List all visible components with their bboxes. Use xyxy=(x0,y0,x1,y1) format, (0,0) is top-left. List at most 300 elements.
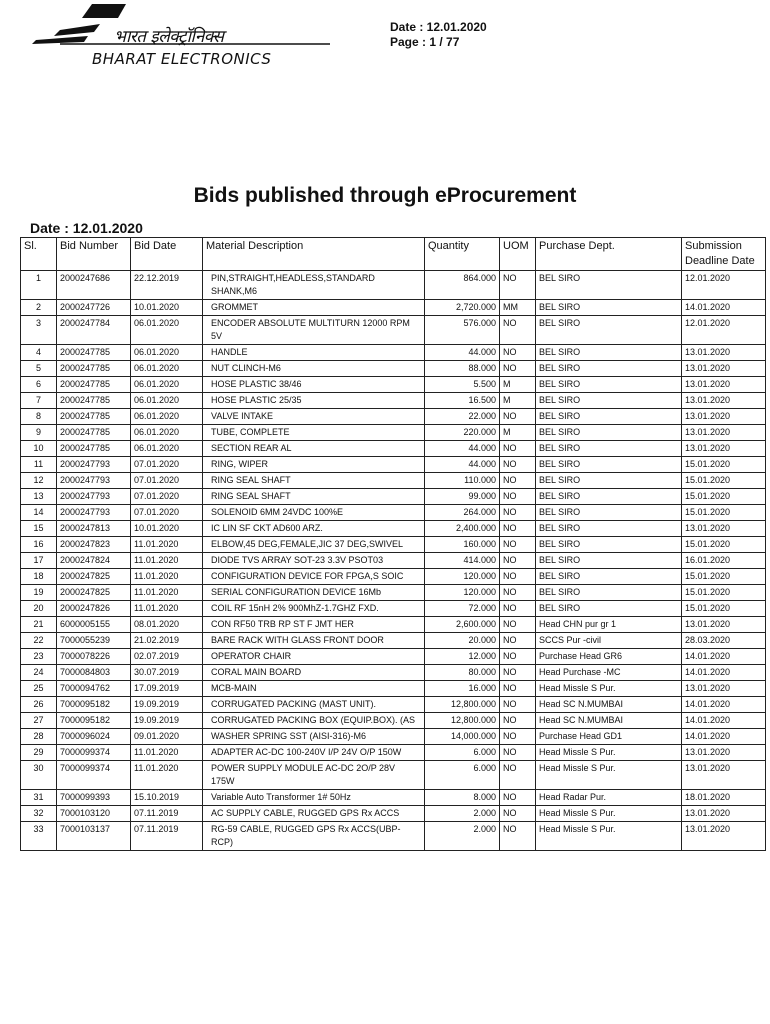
row-quantity: 44.000 xyxy=(425,345,500,361)
row-uom: NO xyxy=(500,822,536,851)
row-sl: 3 xyxy=(21,316,57,345)
row-deadline: 13.01.2020 xyxy=(682,377,766,393)
row-purchase-dept: Head Purchase -MC xyxy=(536,665,682,681)
row-deadline: 14.01.2020 xyxy=(682,665,766,681)
row-deadline: 12.01.2020 xyxy=(682,271,766,300)
row-quantity: 2.000 xyxy=(425,806,500,822)
row-uom: NO xyxy=(500,473,536,489)
row-uom: NO xyxy=(500,569,536,585)
row-uom: NO xyxy=(500,361,536,377)
row-material: CORAL MAIN BOARD xyxy=(203,665,425,681)
row-purchase-dept: BEL SIRO xyxy=(536,393,682,409)
row-sl: 27 xyxy=(21,713,57,729)
row-quantity: 576.000 xyxy=(425,316,500,345)
row-purchase-dept: Purchase Head GR6 xyxy=(536,649,682,665)
row-quantity: 2,720.000 xyxy=(425,300,500,316)
row-deadline: 13.01.2020 xyxy=(682,345,766,361)
row-deadline: 12.01.2020 xyxy=(682,316,766,345)
row-uom: MM xyxy=(500,300,536,316)
row-uom: NO xyxy=(500,790,536,806)
row-purchase-dept: Head Missle S Pur. xyxy=(536,822,682,851)
row-sl: 24 xyxy=(21,665,57,681)
row-deadline: 15.01.2020 xyxy=(682,537,766,553)
row-bid-number: 2000247793 xyxy=(57,505,131,521)
row-deadline: 13.01.2020 xyxy=(682,806,766,822)
row-uom: M xyxy=(500,425,536,441)
row-material: RING SEAL SHAFT xyxy=(203,473,425,489)
logo-english-text: BHARAT ELECTRONICS xyxy=(92,50,272,68)
row-deadline: 18.01.2020 xyxy=(682,790,766,806)
row-material: GROMMET xyxy=(203,300,425,316)
table-row xyxy=(21,393,766,409)
row-deadline: 15.01.2020 xyxy=(682,473,766,489)
row-material: SECTION REAR AL xyxy=(203,441,425,457)
col-header-bid-date: Bid Date xyxy=(131,238,203,271)
row-bid-number: 7000099374 xyxy=(57,761,131,790)
row-quantity: 864.000 xyxy=(425,271,500,300)
table-row xyxy=(21,409,766,425)
row-deadline: 13.01.2020 xyxy=(682,521,766,537)
row-quantity: 44.000 xyxy=(425,441,500,457)
logo-hindi-text: भारत इलेक्ट्रॉनिक्स xyxy=(114,27,224,47)
row-purchase-dept: Head SC N.MUMBAI xyxy=(536,697,682,713)
col-header-bid-number: Bid Number xyxy=(57,238,131,271)
row-material: ADAPTER AC-DC 100-240V I/P 24V O/P 150W xyxy=(203,745,425,761)
row-quantity: 6.000 xyxy=(425,745,500,761)
row-bid-number: 2000247793 xyxy=(57,457,131,473)
row-deadline: 15.01.2020 xyxy=(682,569,766,585)
table-row xyxy=(21,521,766,537)
header-page: Page : 1 / 77 xyxy=(390,35,460,49)
row-quantity: 2,400.000 xyxy=(425,521,500,537)
row-sl: 25 xyxy=(21,681,57,697)
row-quantity: 99.000 xyxy=(425,489,500,505)
row-purchase-dept: BEL SIRO xyxy=(536,271,682,300)
row-deadline: 15.01.2020 xyxy=(682,457,766,473)
col-header-uom: UOM xyxy=(500,238,536,271)
col-header-deadline: Submission Deadline Date xyxy=(682,238,766,271)
row-material: IC LIN SF CKT AD600 ARZ. xyxy=(203,521,425,537)
row-bid-date: 15.10.2019 xyxy=(131,790,203,806)
row-deadline: 13.01.2020 xyxy=(682,393,766,409)
row-quantity: 22.000 xyxy=(425,409,500,425)
row-bid-number: 6000005155 xyxy=(57,617,131,633)
row-purchase-dept: Head SC N.MUMBAI xyxy=(536,713,682,729)
row-deadline: 14.01.2020 xyxy=(682,300,766,316)
header-date: Date : 12.01.2020 xyxy=(390,20,487,34)
row-uom: NO xyxy=(500,697,536,713)
row-uom: NO xyxy=(500,729,536,745)
row-material: RG-59 CABLE, RUGGED GPS Rx ACCS(UBP-RCP) xyxy=(203,822,425,851)
row-material: ELBOW,45 DEG,FEMALE,JIC 37 DEG,SWIVEL xyxy=(203,537,425,553)
row-bid-date: 22.12.2019 xyxy=(131,271,203,300)
row-bid-number: 7000099374 xyxy=(57,745,131,761)
row-material: HANDLE xyxy=(203,345,425,361)
row-bid-date: 06.01.2020 xyxy=(131,316,203,345)
row-sl: 15 xyxy=(21,521,57,537)
row-purchase-dept: BEL SIRO xyxy=(536,489,682,505)
row-sl: 32 xyxy=(21,806,57,822)
row-sl: 26 xyxy=(21,697,57,713)
row-purchase-dept: BEL SIRO xyxy=(536,601,682,617)
row-sl: 23 xyxy=(21,649,57,665)
row-bid-date: 19.09.2019 xyxy=(131,697,203,713)
row-sl: 21 xyxy=(21,617,57,633)
row-quantity: 414.000 xyxy=(425,553,500,569)
row-purchase-dept: Head Radar Pur. xyxy=(536,790,682,806)
row-bid-date: 06.01.2020 xyxy=(131,393,203,409)
table-row xyxy=(21,761,766,790)
row-bid-date: 07.01.2020 xyxy=(131,457,203,473)
row-uom: M xyxy=(500,377,536,393)
table-header-row xyxy=(21,238,766,271)
row-uom: NO xyxy=(500,585,536,601)
row-uom: NO xyxy=(500,271,536,300)
row-bid-date: 21.02.2019 xyxy=(131,633,203,649)
row-purchase-dept: BEL SIRO xyxy=(536,521,682,537)
row-quantity: 120.000 xyxy=(425,585,500,601)
row-bid-number: 2000247784 xyxy=(57,316,131,345)
table-row xyxy=(21,505,766,521)
row-bid-date: 06.01.2020 xyxy=(131,425,203,441)
row-quantity: 264.000 xyxy=(425,505,500,521)
row-bid-number: 7000103120 xyxy=(57,806,131,822)
col-header-sl: Sl. xyxy=(21,238,57,271)
row-uom: NO xyxy=(500,505,536,521)
row-bid-number: 2000247785 xyxy=(57,441,131,457)
page-meta xyxy=(390,20,487,50)
row-quantity: 44.000 xyxy=(425,457,500,473)
table-row xyxy=(21,822,766,851)
row-sl: 5 xyxy=(21,361,57,377)
row-deadline: 14.01.2020 xyxy=(682,729,766,745)
row-purchase-dept: Head Missle S Pur. xyxy=(536,681,682,697)
table-row xyxy=(21,441,766,457)
row-sl: 9 xyxy=(21,425,57,441)
row-sl: 31 xyxy=(21,790,57,806)
row-uom: NO xyxy=(500,745,536,761)
row-sl: 29 xyxy=(21,745,57,761)
row-material: PIN,STRAIGHT,HEADLESS,STANDARD SHANK,M6 xyxy=(203,271,425,300)
row-sl: 19 xyxy=(21,585,57,601)
row-bid-number: 2000247793 xyxy=(57,489,131,505)
row-sl: 33 xyxy=(21,822,57,851)
row-bid-number: 2000247823 xyxy=(57,537,131,553)
table-row xyxy=(21,745,766,761)
row-bid-number: 2000247785 xyxy=(57,377,131,393)
bel-logo xyxy=(30,4,350,70)
row-bid-number: 2000247824 xyxy=(57,553,131,569)
row-bid-number: 2000247785 xyxy=(57,361,131,377)
row-deadline: 15.01.2020 xyxy=(682,489,766,505)
row-deadline: 13.01.2020 xyxy=(682,617,766,633)
table-row xyxy=(21,361,766,377)
table-row xyxy=(21,649,766,665)
table-row xyxy=(21,665,766,681)
row-quantity: 2,600.000 xyxy=(425,617,500,633)
row-material: MCB-MAIN xyxy=(203,681,425,697)
row-uom: NO xyxy=(500,713,536,729)
row-bid-date: 11.01.2020 xyxy=(131,585,203,601)
row-sl: 11 xyxy=(21,457,57,473)
row-sl: 10 xyxy=(21,441,57,457)
row-material: VALVE INTAKE xyxy=(203,409,425,425)
row-bid-number: 2000247825 xyxy=(57,585,131,601)
col-header-material: Material Description xyxy=(203,238,425,271)
row-bid-date: 06.01.2020 xyxy=(131,409,203,425)
row-bid-date: 06.01.2020 xyxy=(131,345,203,361)
row-bid-date: 06.01.2020 xyxy=(131,441,203,457)
row-purchase-dept: BEL SIRO xyxy=(536,300,682,316)
row-bid-date: 07.11.2019 xyxy=(131,806,203,822)
row-quantity: 12,800.000 xyxy=(425,697,500,713)
row-sl: 30 xyxy=(21,761,57,790)
row-quantity: 12,800.000 xyxy=(425,713,500,729)
row-uom: NO xyxy=(500,316,536,345)
row-purchase-dept: BEL SIRO xyxy=(536,316,682,345)
row-sl: 14 xyxy=(21,505,57,521)
row-deadline: 15.01.2020 xyxy=(682,601,766,617)
row-purchase-dept: BEL SIRO xyxy=(536,345,682,361)
row-bid-date: 08.01.2020 xyxy=(131,617,203,633)
row-material: WASHER SPRING SST (AISI-316)-M6 xyxy=(203,729,425,745)
row-bid-date: 17.09.2019 xyxy=(131,681,203,697)
row-purchase-dept: Head Missle S Pur. xyxy=(536,761,682,790)
row-purchase-dept: BEL SIRO xyxy=(536,409,682,425)
row-deadline: 16.01.2020 xyxy=(682,553,766,569)
row-material: CORRUGATED PACKING BOX (EQUIP.BOX). (AS xyxy=(203,713,425,729)
table-row xyxy=(21,790,766,806)
row-uom: NO xyxy=(500,633,536,649)
row-purchase-dept: Head Missle S Pur. xyxy=(536,745,682,761)
row-quantity: 110.000 xyxy=(425,473,500,489)
table-row xyxy=(21,553,766,569)
table-row xyxy=(21,345,766,361)
row-quantity: 88.000 xyxy=(425,361,500,377)
bids-table xyxy=(20,237,766,851)
row-bid-date: 11.01.2020 xyxy=(131,761,203,790)
row-bid-number: 2000247785 xyxy=(57,409,131,425)
table-row xyxy=(21,806,766,822)
row-quantity: 5.500 xyxy=(425,377,500,393)
row-bid-date: 09.01.2020 xyxy=(131,729,203,745)
row-uom: M xyxy=(500,393,536,409)
row-sl: 18 xyxy=(21,569,57,585)
table-row xyxy=(21,271,766,300)
row-sl: 17 xyxy=(21,553,57,569)
row-purchase-dept: Head Missle S Pur. xyxy=(536,806,682,822)
row-deadline: 15.01.2020 xyxy=(682,585,766,601)
row-bid-number: 7000055239 xyxy=(57,633,131,649)
row-uom: NO xyxy=(500,681,536,697)
row-material: CON RF50 TRB RP ST F JMT HER xyxy=(203,617,425,633)
row-quantity: 16.000 xyxy=(425,681,500,697)
row-uom: NO xyxy=(500,617,536,633)
row-purchase-dept: BEL SIRO xyxy=(536,425,682,441)
report-date: Date : 12.01.2020 xyxy=(30,220,143,236)
row-bid-date: 07.11.2019 xyxy=(131,822,203,851)
row-sl: 20 xyxy=(21,601,57,617)
row-quantity: 80.000 xyxy=(425,665,500,681)
row-deadline: 15.01.2020 xyxy=(682,505,766,521)
row-uom: NO xyxy=(500,806,536,822)
row-material: CORRUGATED PACKING (MAST UNIT). xyxy=(203,697,425,713)
row-bid-number: 7000095182 xyxy=(57,697,131,713)
table-row xyxy=(21,697,766,713)
row-purchase-dept: BEL SIRO xyxy=(536,505,682,521)
row-bid-number: 2000247785 xyxy=(57,345,131,361)
row-sl: 4 xyxy=(21,345,57,361)
row-bid-number: 2000247686 xyxy=(57,271,131,300)
row-bid-number: 7000078226 xyxy=(57,649,131,665)
row-bid-date: 06.01.2020 xyxy=(131,361,203,377)
row-bid-number: 2000247813 xyxy=(57,521,131,537)
row-material: DIODE TVS ARRAY SOT-23 3.3V PSOT03 xyxy=(203,553,425,569)
row-bid-date: 06.01.2020 xyxy=(131,377,203,393)
row-material: AC SUPPLY CABLE, RUGGED GPS Rx ACCS xyxy=(203,806,425,822)
row-uom: NO xyxy=(500,761,536,790)
col-header-quantity: Quantity xyxy=(425,238,500,271)
row-quantity: 72.000 xyxy=(425,601,500,617)
row-purchase-dept: BEL SIRO xyxy=(536,553,682,569)
row-sl: 2 xyxy=(21,300,57,316)
row-purchase-dept: Head CHN pur gr 1 xyxy=(536,617,682,633)
row-bid-date: 11.01.2020 xyxy=(131,537,203,553)
row-bid-date: 10.01.2020 xyxy=(131,300,203,316)
row-bid-number: 2000247785 xyxy=(57,393,131,409)
table-row xyxy=(21,457,766,473)
row-quantity: 220.000 xyxy=(425,425,500,441)
row-quantity: 120.000 xyxy=(425,569,500,585)
row-bid-number: 2000247785 xyxy=(57,425,131,441)
row-purchase-dept: BEL SIRO xyxy=(536,441,682,457)
row-uom: NO xyxy=(500,537,536,553)
table-row xyxy=(21,585,766,601)
row-quantity: 12.000 xyxy=(425,649,500,665)
page-title: Bids published through eProcurement xyxy=(193,184,577,207)
table-row xyxy=(21,537,766,553)
row-material: TUBE, COMPLETE xyxy=(203,425,425,441)
row-bid-number: 2000247825 xyxy=(57,569,131,585)
row-quantity: 20.000 xyxy=(425,633,500,649)
row-bid-date: 07.01.2020 xyxy=(131,473,203,489)
row-bid-number: 7000103137 xyxy=(57,822,131,851)
row-quantity: 8.000 xyxy=(425,790,500,806)
row-bid-date: 19.09.2019 xyxy=(131,713,203,729)
row-deadline: 14.01.2020 xyxy=(682,713,766,729)
row-material: SERIAL CONFIGURATION DEVICE 16Mb xyxy=(203,585,425,601)
row-bid-number: 7000094762 xyxy=(57,681,131,697)
table-row xyxy=(21,601,766,617)
row-purchase-dept: BEL SIRO xyxy=(536,537,682,553)
row-uom: NO xyxy=(500,553,536,569)
row-sl: 8 xyxy=(21,409,57,425)
row-sl: 7 xyxy=(21,393,57,409)
row-bid-date: 07.01.2020 xyxy=(131,505,203,521)
row-material: RING SEAL SHAFT xyxy=(203,489,425,505)
table-row xyxy=(21,729,766,745)
row-bid-number: 2000247726 xyxy=(57,300,131,316)
row-uom: NO xyxy=(500,649,536,665)
row-material: SOLENOID 6MM 24VDC 100%E xyxy=(203,505,425,521)
table-row xyxy=(21,316,766,345)
row-purchase-dept: BEL SIRO xyxy=(536,377,682,393)
row-material: OPERATOR CHAIR xyxy=(203,649,425,665)
row-bid-number: 7000096024 xyxy=(57,729,131,745)
row-purchase-dept: BEL SIRO xyxy=(536,457,682,473)
row-quantity: 14,000.000 xyxy=(425,729,500,745)
row-material: COIL RF 15nH 2% 900MhZ-1.7GHZ FXD. xyxy=(203,601,425,617)
row-bid-number: 7000084803 xyxy=(57,665,131,681)
row-quantity: 6.000 xyxy=(425,761,500,790)
row-bid-date: 02.07.2019 xyxy=(131,649,203,665)
row-uom: NO xyxy=(500,601,536,617)
row-deadline: 13.01.2020 xyxy=(682,681,766,697)
row-material: NUT CLINCH-M6 xyxy=(203,361,425,377)
row-deadline: 13.01.2020 xyxy=(682,361,766,377)
row-sl: 16 xyxy=(21,537,57,553)
row-purchase-dept: BEL SIRO xyxy=(536,569,682,585)
row-quantity: 160.000 xyxy=(425,537,500,553)
table-row xyxy=(21,489,766,505)
table-row xyxy=(21,300,766,316)
row-purchase-dept: BEL SIRO xyxy=(536,585,682,601)
table-row xyxy=(21,569,766,585)
row-deadline: 13.01.2020 xyxy=(682,441,766,457)
row-sl: 22 xyxy=(21,633,57,649)
row-deadline: 13.01.2020 xyxy=(682,409,766,425)
row-bid-number: 7000099393 xyxy=(57,790,131,806)
table-row xyxy=(21,681,766,697)
row-material: CONFIGURATION DEVICE FOR FPGA,S SOIC xyxy=(203,569,425,585)
row-bid-number: 7000095182 xyxy=(57,713,131,729)
row-material: HOSE PLASTIC 38/46 xyxy=(203,377,425,393)
row-material: BARE RACK WITH GLASS FRONT DOOR xyxy=(203,633,425,649)
row-sl: 13 xyxy=(21,489,57,505)
row-bid-date: 10.01.2020 xyxy=(131,521,203,537)
row-bid-date: 11.01.2020 xyxy=(131,601,203,617)
row-bid-date: 11.01.2020 xyxy=(131,569,203,585)
row-purchase-dept: BEL SIRO xyxy=(536,361,682,377)
row-material: HOSE PLASTIC 25/35 xyxy=(203,393,425,409)
row-deadline: 28.03.2020 xyxy=(682,633,766,649)
row-quantity: 16.500 xyxy=(425,393,500,409)
row-uom: NO xyxy=(500,665,536,681)
row-material: POWER SUPPLY MODULE AC-DC 2O/P 28V 175W xyxy=(203,761,425,790)
row-deadline: 14.01.2020 xyxy=(682,697,766,713)
row-quantity: 2.000 xyxy=(425,822,500,851)
row-uom: NO xyxy=(500,409,536,425)
row-sl: 6 xyxy=(21,377,57,393)
table-row xyxy=(21,633,766,649)
row-uom: NO xyxy=(500,441,536,457)
row-uom: NO xyxy=(500,457,536,473)
row-deadline: 13.01.2020 xyxy=(682,425,766,441)
row-bid-date: 07.01.2020 xyxy=(131,489,203,505)
row-material: RING, WIPER xyxy=(203,457,425,473)
row-bid-number: 2000247793 xyxy=(57,473,131,489)
table-row xyxy=(21,377,766,393)
row-bid-date: 11.01.2020 xyxy=(131,553,203,569)
row-purchase-dept: SCCS Pur -civil xyxy=(536,633,682,649)
row-sl: 12 xyxy=(21,473,57,489)
table-row xyxy=(21,617,766,633)
row-deadline: 13.01.2020 xyxy=(682,822,766,851)
row-deadline: 13.01.2020 xyxy=(682,761,766,790)
row-material: Variable Auto Transformer 1# 50Hz xyxy=(203,790,425,806)
row-sl: 1 xyxy=(21,271,57,300)
col-header-purchase-dept: Purchase Dept. xyxy=(536,238,682,271)
